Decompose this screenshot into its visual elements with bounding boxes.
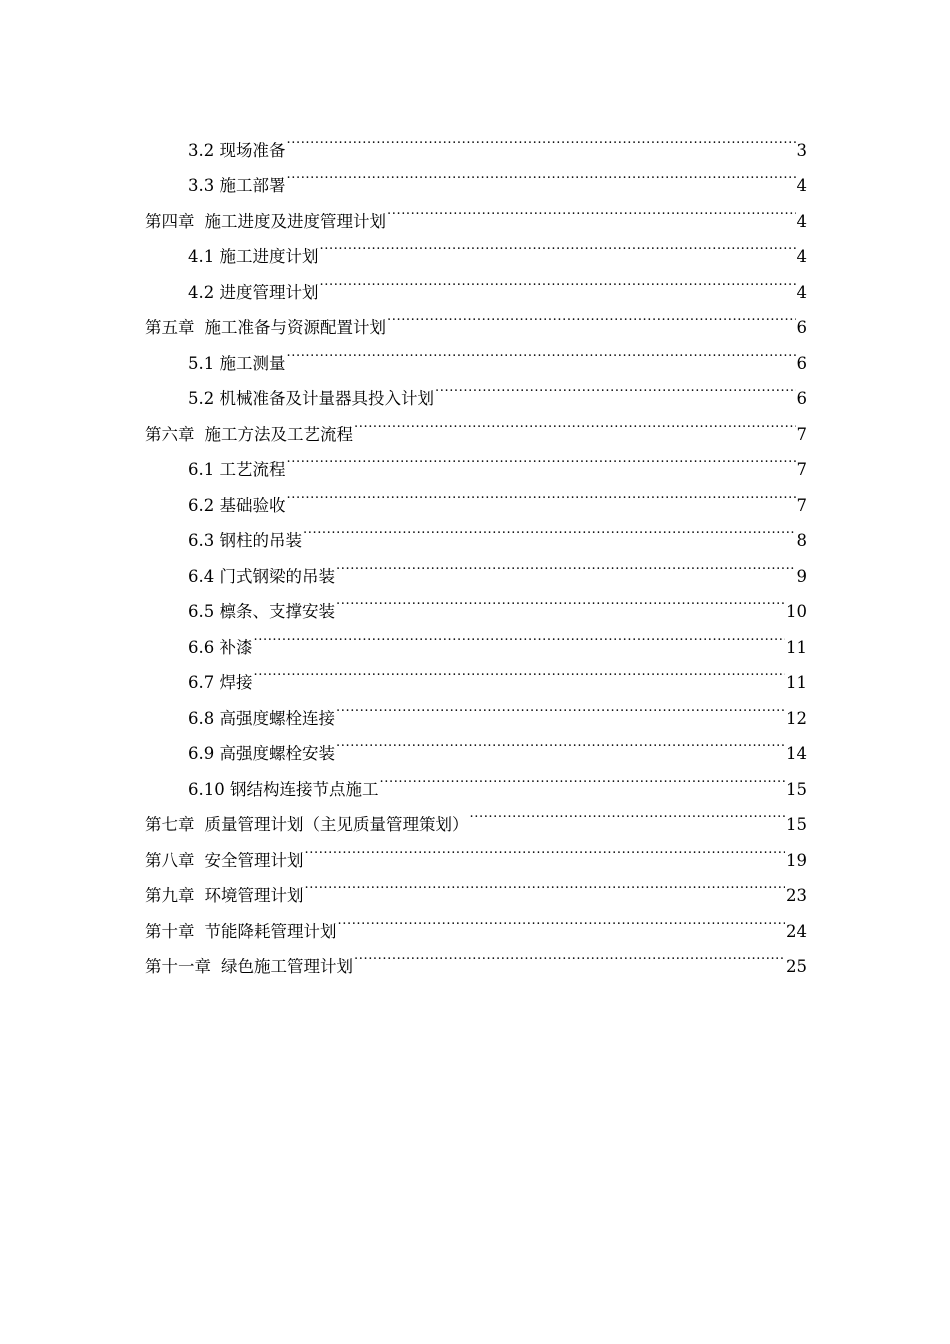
toc-dot-leader <box>254 653 786 689</box>
toc-entry-title <box>188 630 253 666</box>
toc-entry-text: 门式钢梁的吊装 <box>219 566 335 586</box>
toc-entry-text: 工艺流程 <box>219 460 286 479</box>
toc-page-number: 4 <box>796 247 807 266</box>
toc-entry-number: 6.2 <box>188 495 215 515</box>
toc-section-entry[interactable] <box>145 120 807 160</box>
toc-dot-leader <box>303 511 796 547</box>
toc-dot-leader <box>287 475 796 511</box>
toc-entry-text: 施工准备与资源配置计划 <box>204 318 386 337</box>
toc-entry-text: 安全管理计划 <box>204 850 304 870</box>
toc-entry-number: 4.2 <box>188 282 215 302</box>
toc-page-number: 4 <box>796 211 807 231</box>
toc-dot-leader <box>336 724 785 760</box>
toc-entry-text: 质量管理计划（主见质量管理策划） <box>204 815 469 834</box>
toc-entry-number: 6.7 <box>188 673 215 692</box>
toc-page-number: 12 <box>786 708 807 728</box>
toc-entry-text: 高强度螺栓安装 <box>219 744 335 763</box>
toc-entry-number: 6.8 <box>188 708 215 728</box>
toc-entry-number: 3.3 <box>188 176 215 195</box>
toc-dot-leader <box>336 546 796 582</box>
toc-dot-leader <box>287 440 796 476</box>
toc-entry-title <box>188 452 286 488</box>
toc-entry-title <box>145 914 337 950</box>
toc-entry-text: 钢柱的吊装 <box>219 531 302 550</box>
toc-page-number: 11 <box>786 673 807 692</box>
toc-entry-title <box>188 665 253 701</box>
toc-entry-text: 基础验收 <box>219 495 286 515</box>
toc-entry-text: 施工部署 <box>219 176 286 195</box>
toc-entry-number: 第六章 <box>145 424 195 444</box>
toc-entry-title <box>145 949 353 985</box>
toc-page-number: 23 <box>786 886 807 905</box>
toc-dot-leader <box>387 191 796 227</box>
toc-entry-title <box>188 559 335 595</box>
toc-page-number: 7 <box>796 495 807 515</box>
toc-entry-title <box>188 701 335 737</box>
toc-page-number: 7 <box>796 460 807 479</box>
toc-entry-number: 5.1 <box>188 353 215 373</box>
toc-entry-title <box>188 275 319 311</box>
toc-entry-number: 第九章 <box>145 886 195 905</box>
toc-entry-number: 6.9 <box>188 744 215 763</box>
toc-page-number: 15 <box>786 779 807 799</box>
toc-entry-number: 3.2 <box>188 140 215 160</box>
toc-page-number: 24 <box>786 921 807 941</box>
toc-dot-leader <box>254 617 786 653</box>
toc-entry-title <box>188 168 286 204</box>
toc-entry-title <box>188 736 335 772</box>
toc-entry-number: 6.5 <box>188 602 215 621</box>
toc-page-number: 8 <box>796 531 807 550</box>
toc-page-number: 7 <box>796 424 807 444</box>
toc-entry-number: 4.1 <box>188 247 215 266</box>
toc-page-number: 4 <box>796 282 807 302</box>
toc-dot-leader <box>305 830 786 866</box>
toc-entry-text: 焊接 <box>219 673 253 692</box>
toc-page-number: 4 <box>796 176 807 195</box>
table-of-contents <box>145 120 807 976</box>
toc-entry-number: 6.4 <box>188 566 215 586</box>
toc-page-number: 14 <box>786 744 807 763</box>
toc-page-number: 15 <box>786 815 807 834</box>
toc-page-number: 11 <box>786 637 807 657</box>
toc-entry-text: 高强度螺栓连接 <box>219 708 335 728</box>
toc-entry-number: 第八章 <box>145 850 195 870</box>
toc-dot-leader <box>435 369 796 405</box>
toc-entry-text: 绿色施工管理计划 <box>221 957 353 976</box>
toc-page-number: 6 <box>796 353 807 373</box>
toc-dot-leader <box>320 227 796 263</box>
toc-entry-number: 第十一章 <box>145 957 211 976</box>
toc-page-number: 9 <box>796 566 807 586</box>
toc-entry-number: 6.10 <box>188 779 225 799</box>
toc-entry-number: 6.1 <box>188 460 215 479</box>
toc-dot-leader <box>338 901 786 937</box>
toc-entry-text: 施工进度及进度管理计划 <box>204 211 386 231</box>
toc-entry-title <box>188 772 379 808</box>
toc-entry-text: 施工方法及工艺流程 <box>204 424 353 444</box>
toc-page-number: 3 <box>796 140 807 160</box>
toc-entry-title <box>188 488 286 524</box>
toc-entry-text: 节能降耗管理计划 <box>204 921 337 941</box>
toc-entry-title <box>188 523 302 559</box>
toc-entry-title <box>188 239 319 275</box>
toc-dot-leader <box>387 298 796 334</box>
toc-entry-text: 进度管理计划 <box>219 282 319 302</box>
toc-entry-number: 6.3 <box>188 531 215 550</box>
toc-dot-leader <box>305 866 786 902</box>
toc-page-number: 10 <box>786 602 807 621</box>
toc-entry-number: 第十章 <box>145 921 195 941</box>
toc-entry-text: 施工测量 <box>219 353 286 373</box>
toc-entry-text: 机械准备及计量器具投入计划 <box>219 389 434 408</box>
toc-entry-number: 第四章 <box>145 211 195 231</box>
toc-page-number: 25 <box>786 957 807 976</box>
toc-dot-leader <box>287 333 796 369</box>
toc-entry-text: 环境管理计划 <box>204 886 304 905</box>
toc-dot-leader <box>380 759 786 795</box>
toc-entry-text: 现场准备 <box>219 140 286 160</box>
toc-dot-leader <box>354 404 796 440</box>
toc-dot-leader <box>287 156 796 192</box>
toc-dot-leader <box>336 688 785 724</box>
toc-entry-title <box>145 843 304 879</box>
toc-dot-leader <box>336 582 785 618</box>
toc-entry-number: 第五章 <box>145 318 195 337</box>
toc-page-number: 19 <box>786 850 807 870</box>
toc-page-number: 6 <box>796 318 807 337</box>
toc-entry-title <box>188 133 286 169</box>
toc-entry-title <box>145 878 304 914</box>
toc-page-number: 6 <box>796 389 807 408</box>
toc-entry-text: 钢结构连接节点施工 <box>230 779 379 799</box>
toc-dot-leader <box>354 937 785 973</box>
toc-entry-text: 补漆 <box>219 637 253 657</box>
toc-dot-leader <box>470 795 786 831</box>
toc-entry-title <box>188 346 286 382</box>
toc-entry-text: 施工进度计划 <box>219 247 319 266</box>
toc-entry-number: 第七章 <box>145 815 195 834</box>
toc-dot-leader <box>287 120 796 156</box>
toc-entry-text: 檩条、支撑安装 <box>219 602 335 621</box>
toc-entry-number: 6.6 <box>188 637 215 657</box>
toc-dot-leader <box>320 262 796 298</box>
toc-entry-number: 5.2 <box>188 389 215 408</box>
